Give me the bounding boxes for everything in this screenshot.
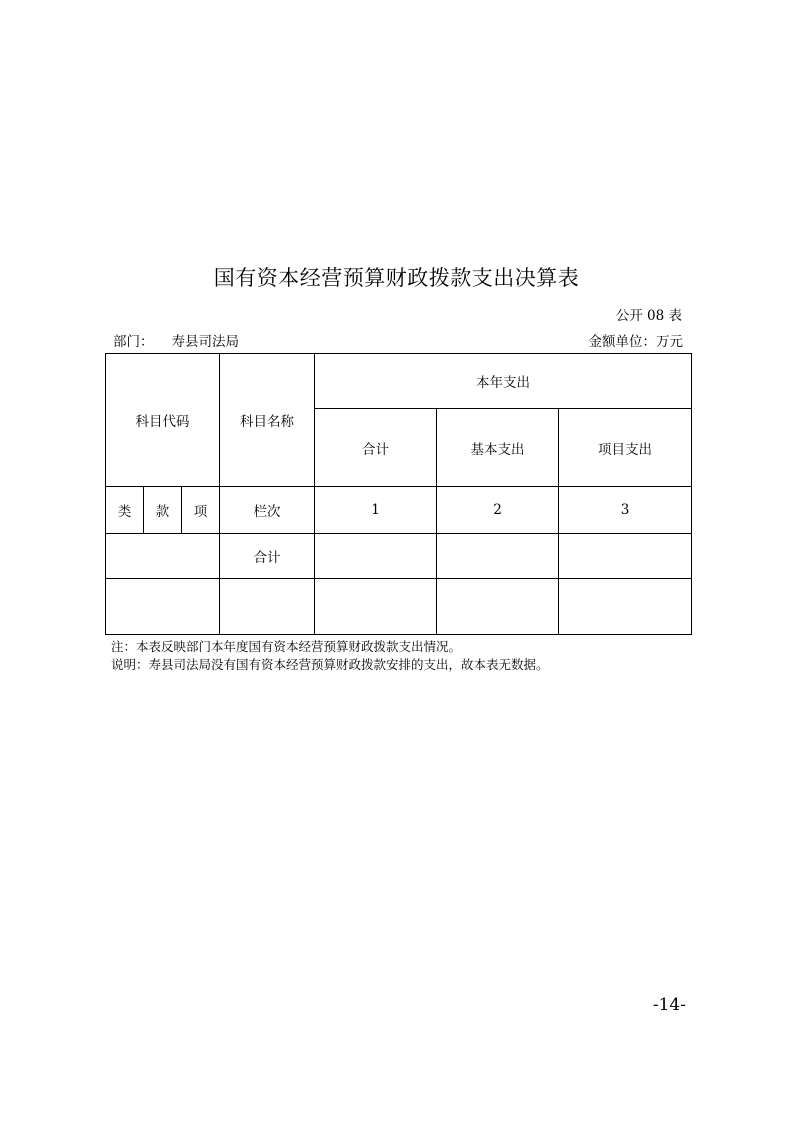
index-col-1: 1 xyxy=(315,487,437,534)
header-subject-name: 科目名称 xyxy=(220,354,315,487)
total-row xyxy=(106,534,692,579)
index-category: 类 xyxy=(106,487,144,534)
total-row-total xyxy=(315,534,437,579)
empty-row-code xyxy=(106,579,220,635)
index-col-3: 3 xyxy=(559,487,692,534)
index-section: 款 xyxy=(144,487,182,534)
form-number: 公开 08 表 xyxy=(615,308,682,324)
index-column-label: 栏次 xyxy=(220,487,315,534)
table-row xyxy=(106,579,692,635)
explanation-line: 说明：寿县司法局没有国有资本经营预算财政拨款安排的支出，故本表无数据。 xyxy=(111,657,549,672)
header-subject-code: 科目代码 xyxy=(106,354,220,487)
department-value: 寿县司法局 xyxy=(171,334,239,350)
header-total: 合计 xyxy=(315,409,437,487)
page-title: 国有资本经营预算财政拨款支出决算表 xyxy=(213,266,580,290)
total-row-code xyxy=(106,534,220,579)
header-project-expense: 项目支出 xyxy=(559,409,692,487)
header-basic-expense: 基本支出 xyxy=(437,409,559,487)
expense-table xyxy=(105,353,692,635)
total-row-project xyxy=(559,534,692,579)
notes xyxy=(111,638,549,674)
empty-row-basic xyxy=(437,579,559,635)
empty-row-total xyxy=(315,579,437,635)
department-line xyxy=(113,330,239,350)
total-row-basic xyxy=(437,534,559,579)
header-current-year-expense: 本年支出 xyxy=(315,354,692,409)
index-row xyxy=(106,487,692,534)
page-number: -14- xyxy=(652,995,686,1015)
index-col-2: 2 xyxy=(437,487,559,534)
empty-row-project xyxy=(559,579,692,635)
department-label: 部门： xyxy=(113,334,154,350)
note-line: 注：本表反映部门本年度国有资本经营预算财政拨款支出情况。 xyxy=(111,639,462,654)
total-row-label: 合计 xyxy=(220,534,315,579)
amount-unit: 金额单位：万元 xyxy=(588,334,683,350)
header-row-1 xyxy=(106,354,692,409)
index-item: 项 xyxy=(182,487,220,534)
empty-row-name xyxy=(220,579,315,635)
